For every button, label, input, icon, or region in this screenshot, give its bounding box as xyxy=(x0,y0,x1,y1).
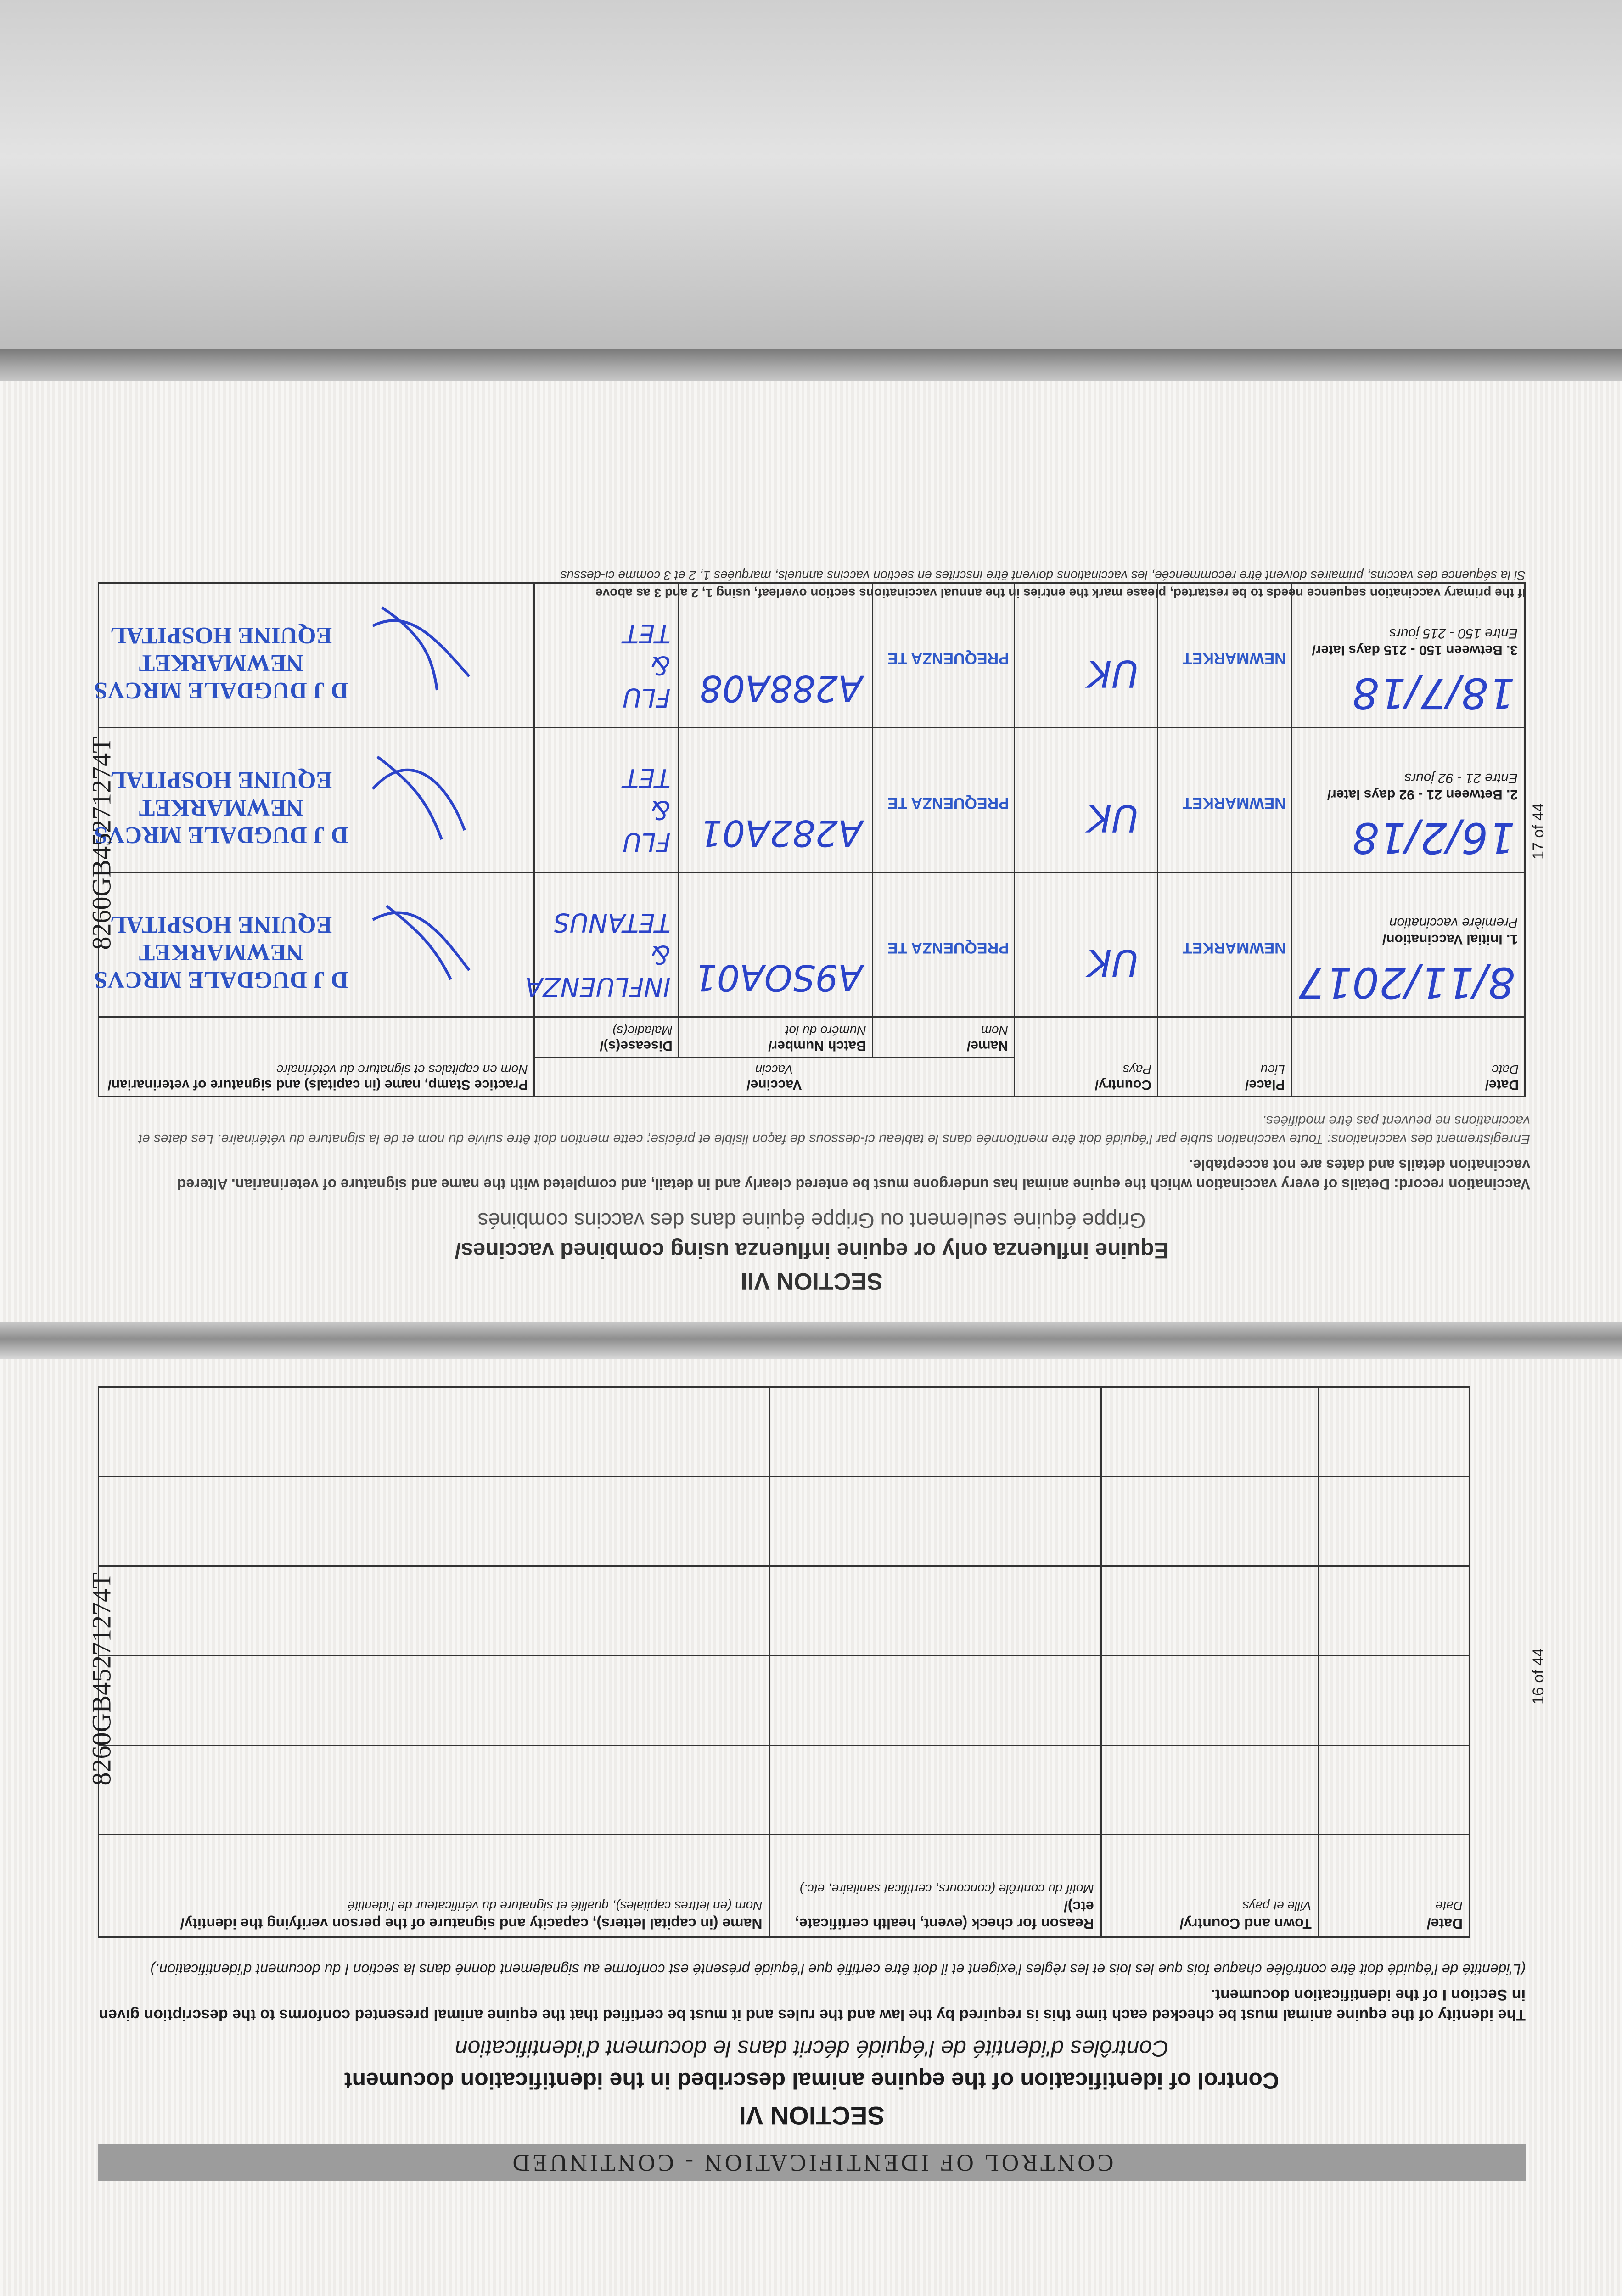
header-date: Date/ Date xyxy=(1319,1835,1470,1937)
table-row xyxy=(99,1745,1470,1835)
cell-batch xyxy=(679,872,872,1017)
row-label: 2. Between 21 - 92 days later/ Entre 21 - 92 jours xyxy=(1327,771,1518,802)
page-number-16: 16 of 44 xyxy=(1530,1648,1548,1705)
section-vii-heading-fr: Grippe équine seulement ou Grippe équine dans des vaccins combinés xyxy=(477,1209,1146,1232)
section-vii-heading: Equine influenza only or equine influenza using combined vaccines/ xyxy=(455,1238,1169,1262)
cell-country xyxy=(1014,872,1157,1017)
section-vi-intro: The identity of the equine animal must be checked each time this is required by the law and the rules and it must be certified that the equine animal presented conforms to the description given in Section I of the identification document. xyxy=(99,1986,1526,2024)
handwritten-diseases: FLU & TET xyxy=(623,618,671,712)
header-verifier: Name (in capital letters), capacity and signature of the person verifying the identity/ Nom (en lettres capitales), qualité et signature du vérificateur de l'identité xyxy=(99,1835,769,1937)
table-row xyxy=(99,1477,1470,1566)
vaccination-record-note: Vaccination record: Details of every vaccination which the equine animal has undergone must be entered clearly and in detail, and completed with the name and signature of veterinarian. Altered vaccination details and dates are not acceptable. xyxy=(177,1157,1530,1193)
continued-band xyxy=(98,2144,1526,2181)
footnote: If the primary vaccination sequence needs to be restarted, please mark the entries in the annual vaccinations section overleaf, using 1, 2 and 3 as above Si la séquence des vaccins, primaires doivent être recommencée, les vaccinations doivent être inscrites en section vaccins annuels, marquées 1, 2 et 3 comme ci-dessus xyxy=(560,568,1526,600)
document-id: 8260GB45271274T xyxy=(86,1572,117,1786)
section-vi-page xyxy=(0,1355,1622,2296)
page-number-17: 17 of 44 xyxy=(1530,803,1548,860)
header-vaccine: Vaccine/ Vaccin xyxy=(534,1058,1014,1097)
section-vi-intro-fr: (L'identité de l'équidé doit être contrôlée chaque fois que les lois et les règles l'exigent et il doit être certifié que l'équidé présenté est conforme au signalement donné dans la section I du document d'identification.) xyxy=(150,1961,1526,1978)
cell-place xyxy=(1157,583,1291,728)
header-place: Place/ Lieu xyxy=(1157,1017,1291,1097)
signature-mark xyxy=(359,743,478,844)
scanner-background xyxy=(0,0,1622,349)
cell-vaccine-name xyxy=(872,872,1014,1017)
vaccination-table xyxy=(94,582,1526,1097)
table-row xyxy=(99,1656,1470,1745)
place-stamp: NEWMARKET xyxy=(1182,650,1286,667)
table-header-row xyxy=(99,1058,1525,1097)
header-town-country: Town and Country/ Ville et pays xyxy=(1101,1835,1319,1937)
handwritten-diseases: INFLUENZA & TETANUS xyxy=(525,907,671,1002)
cell-vet xyxy=(94,872,534,1017)
header-vaccine-name: Name/ Nom xyxy=(872,1017,1014,1058)
handwritten-batch: A9SOA01 xyxy=(694,957,863,998)
place-stamp: NEWMARKET xyxy=(1182,794,1286,812)
handwritten-country: UK xyxy=(1087,652,1139,695)
section-vi-subtitle-fr: Contrôles d'identité de l'équidé décrit dans le document d'identification xyxy=(455,2036,1169,2061)
cell-vaccine-name xyxy=(872,583,1014,728)
page-edge-shadow xyxy=(0,349,1622,386)
cell-vet xyxy=(94,728,534,872)
vet-practice-stamp: D J DUGDALE MRCVS NEWMARKET EQUINE HOSPITAL xyxy=(94,622,348,703)
vaccine-name-stamp: PREQUENZA TE xyxy=(887,650,1009,667)
handwritten-country: UK xyxy=(1087,941,1139,984)
handwritten-date: 18/7/18 xyxy=(1352,669,1515,718)
signature-mark xyxy=(359,888,478,989)
header-batch: Batch Number/ Numéro du lot xyxy=(679,1017,872,1058)
cell-batch xyxy=(679,728,872,872)
vaccine-name-stamp: PREQUENZA TE xyxy=(887,794,1009,812)
table-header-row xyxy=(99,1835,1470,1937)
place-stamp: NEWMARKET xyxy=(1182,939,1286,957)
table-row xyxy=(99,872,1525,1017)
cell-date xyxy=(1291,872,1525,1017)
handwritten-country: UK xyxy=(1087,797,1139,839)
cell-diseases xyxy=(534,583,679,728)
cell-place xyxy=(1157,872,1291,1017)
handwritten-batch: A282A01 xyxy=(699,812,863,853)
cell-diseases xyxy=(534,728,679,872)
signature-mark xyxy=(359,598,478,699)
handwritten-date: 16/2/18 xyxy=(1352,813,1515,862)
table-row xyxy=(99,1387,1470,1477)
header-country: Country/ Pays xyxy=(1014,1017,1157,1097)
vet-practice-stamp: D J DUGDALE MRCVS NEWMARKET EQUINE HOSPITAL xyxy=(94,912,348,993)
cell-country xyxy=(1014,583,1157,728)
cell-diseases xyxy=(525,872,679,1017)
vaccine-name-stamp: PREQUENZA TE xyxy=(887,939,1009,957)
handwritten-diseases: FLU & TET xyxy=(623,763,671,857)
section-vii-title: SECTION VII xyxy=(741,1268,883,1294)
header-vet: Practice Stamp, name (in capitals) and signature of veterinarian/ Nom en capitales et signature du vétérinaire xyxy=(99,1017,534,1097)
header-reason: Reason for check (event, health certificate, etc)/ Motif du contrôle (concours, certificat sanitaire, etc.) xyxy=(769,1835,1101,1937)
handwritten-batch: A288A08 xyxy=(699,667,863,709)
cell-date xyxy=(1291,728,1525,872)
table-row xyxy=(99,583,1525,728)
table-row xyxy=(99,1566,1470,1656)
section-vii-page xyxy=(0,381,1622,1355)
row-label: 3. Between 150 - 215 days later/ Entre 150 - 215 jours xyxy=(1312,626,1518,658)
cell-batch xyxy=(679,583,872,728)
header-diseases: Disease(s)/ Maladie(s) xyxy=(534,1017,679,1058)
identity-check-table xyxy=(98,1386,1470,1938)
table-row xyxy=(99,728,1525,872)
row-label: 1. Initial Vaccination/ Première vaccination xyxy=(1382,915,1518,947)
cell-date xyxy=(1291,583,1525,728)
band-text: CONTROL OF IDENTIFICATION - CONTINUED xyxy=(510,2150,1114,2176)
header-date: Date/ Date xyxy=(1291,1017,1525,1097)
cell-vet xyxy=(94,583,534,728)
handwritten-date: 8/11/2017 xyxy=(1298,958,1515,1007)
document-id: 8260GB45271274T xyxy=(86,737,117,950)
cell-vaccine-name xyxy=(872,728,1014,872)
section-vi-subtitle: Control of identification of the equine animal described in the identification document xyxy=(344,2068,1280,2093)
cell-country xyxy=(1014,728,1157,872)
vet-practice-stamp: D J DUGDALE MRCVS NEWMARKET EQUINE HOSPITAL xyxy=(94,767,348,848)
vaccination-record-note-fr: Enregistrement des vaccinations: Toute vaccination subie par l'équidé doit être mentionnée dans le tableau ci-dessous de façon lisible et précise; cette mention doit être suivie du nom et de la signature du vétérinaire. Les dates et vaccinations ne peuvent pas être modifiées. xyxy=(138,1113,1530,1147)
cell-place xyxy=(1157,728,1291,872)
section-vi-title: SECTION VI xyxy=(739,2101,885,2130)
